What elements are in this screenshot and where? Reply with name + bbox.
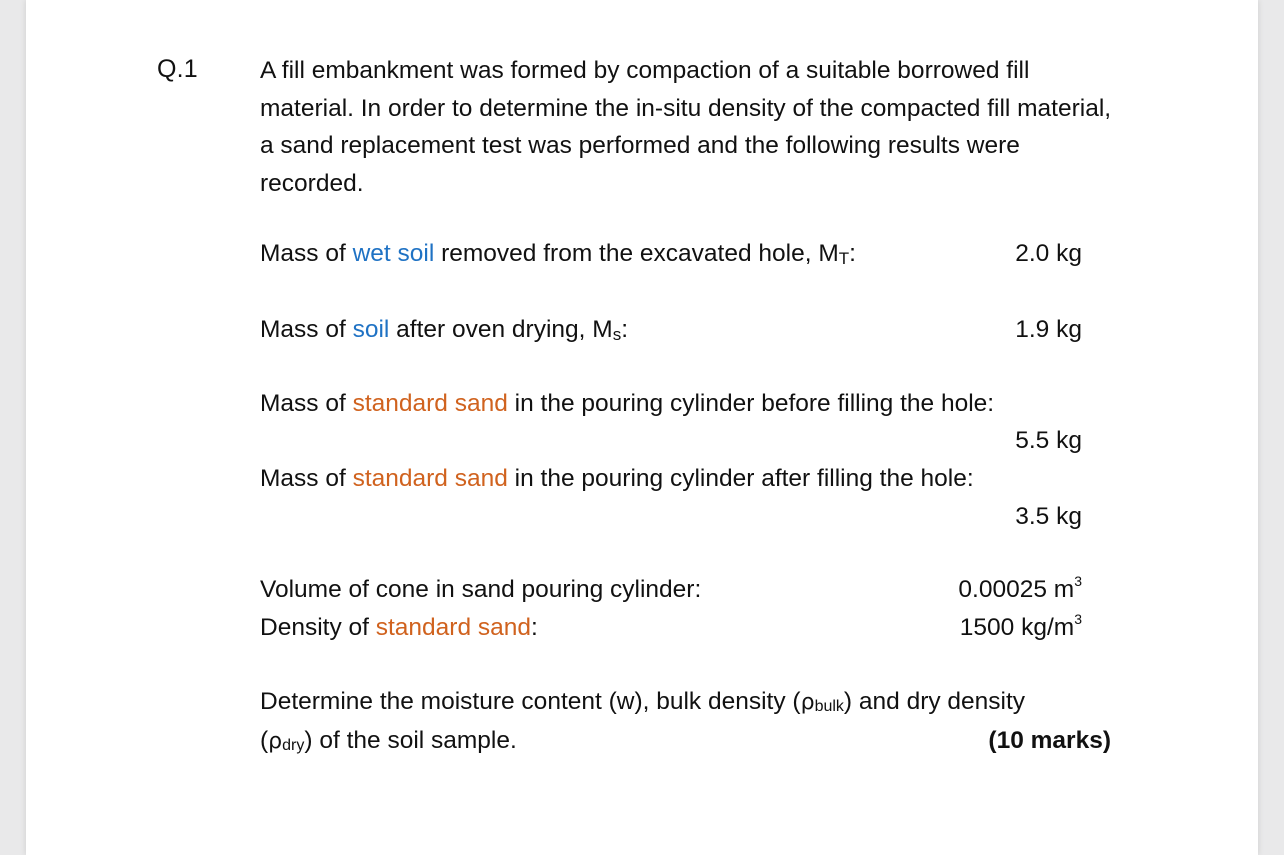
sand-before-value: 5.5 kg [1015, 427, 1082, 454]
highlight-standard-sand: standard sand [375, 614, 532, 641]
dry-soil-label: Mass of soil after oven drying, $M_s$: [260, 316, 628, 344]
rho-bulk-symbol: $\rho_{bulk}$ [800, 690, 844, 715]
sand-density-value: 1500 $kg/m^3$ [959, 611, 1082, 641]
sand-before-label: Mass of standard sand in the pouring cylinder before filling the hole: [260, 390, 995, 417]
sand-density-label: Density of standard sand: [260, 614, 538, 641]
wet-soil-label: Mass of wet soil removed from the excavated hole, $M_T$: [260, 240, 856, 268]
task-line-2: $(\rho_{dry})$ of the soil sample. [260, 727, 517, 754]
sand-after-value: 3.5 kg [1015, 503, 1082, 530]
question-number: Q.1 [157, 55, 198, 83]
highlight-wet-soil: wet soil [352, 240, 435, 267]
task-line-1: Determine the moisture content (w), bulk density $(\rho_{bulk})$ and dry density [260, 688, 1026, 715]
dry-soil-value: 1.9 kg [1015, 316, 1082, 343]
rho-dry-symbol: $\rho_{dry}$ [268, 729, 305, 754]
highlight-standard-sand: standard sand [352, 390, 508, 417]
marks-label: (10 marks) [988, 727, 1111, 754]
question-intro: A fill embankment was formed by compaction of a suitable borrowed fill material. In order to determine the in-situ density of the compacted fill material, a sand replacement test was performed and the following results were recorded. [260, 57, 1112, 197]
wet-soil-value: 2.0 kg [1015, 240, 1082, 267]
cone-volume-label: Volume of cone in sand pouring cylinder: [260, 576, 702, 603]
cone-volume-value: 0.00025 $m^3$ [958, 573, 1082, 603]
highlight-soil: soil [352, 316, 390, 343]
highlight-standard-sand: standard sand [352, 465, 508, 492]
sand-after-label: Mass of standard sand in the pouring cylinder after filling the hole: [260, 465, 974, 492]
